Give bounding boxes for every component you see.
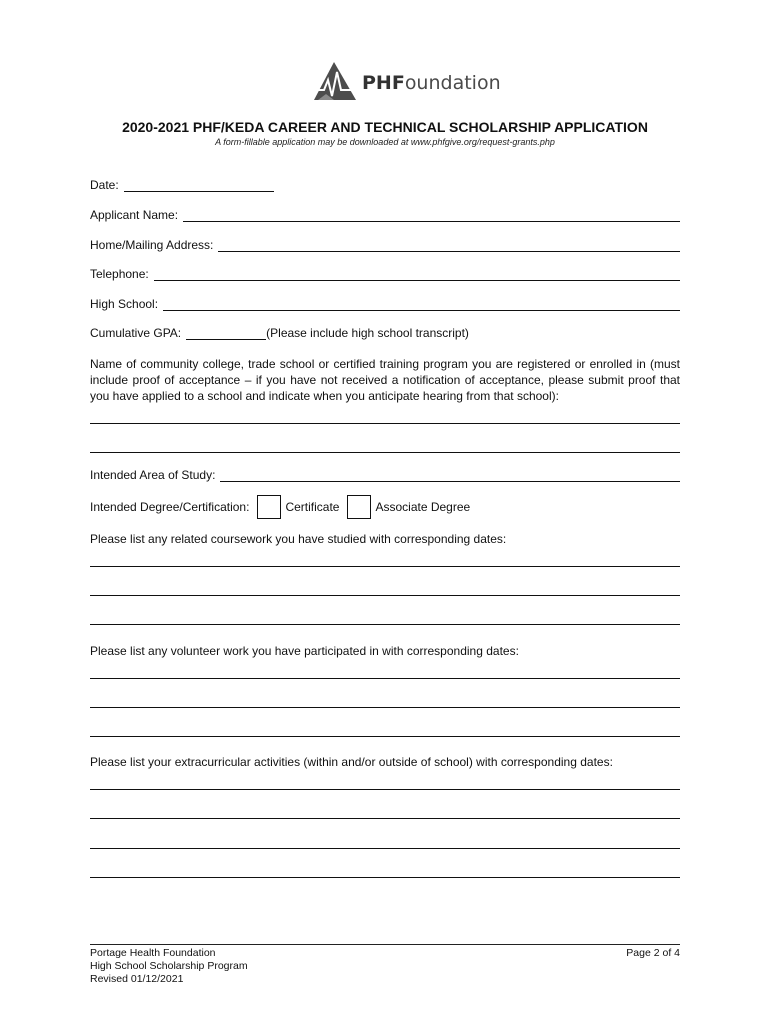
area-of-study-field[interactable] [220, 468, 680, 482]
applicant-name-label: Applicant Name: [90, 208, 179, 222]
volunteer-answer-line[interactable] [90, 678, 680, 679]
logo-text: PHFoundation [362, 72, 501, 94]
applicant-name-field[interactable] [183, 208, 680, 222]
degree-label: Intended Degree/Certification: [90, 500, 250, 514]
volunteer-prompt: Please list any volunteer work you have participated in with corresponding dates: [90, 644, 519, 658]
coursework-answer-line[interactable] [90, 595, 680, 596]
school-paragraph: Name of community college, trade school or certified training program you are registered or enrolled in (must include proof of acceptance – if you have not received a notification of acceptance, please submit proof that you have applied to a school and indicate when you anticipate hearing from that school): [90, 357, 680, 403]
extracurricular-answer-line[interactable] [90, 877, 680, 878]
extracurricular-answer-line[interactable] [90, 789, 680, 790]
certificate-label: Certificate [285, 500, 340, 514]
gpa-field[interactable] [186, 326, 266, 340]
school-answer-line[interactable] [90, 452, 680, 453]
telephone-row [90, 267, 680, 281]
date-field[interactable] [124, 178, 274, 192]
volunteer-answer-line[interactable] [90, 736, 680, 737]
associate-degree-label: Associate Degree [375, 500, 471, 514]
certificate-checkbox[interactable] [257, 495, 281, 519]
footer-org [90, 947, 248, 986]
gpa-row [90, 326, 680, 340]
address-field[interactable] [218, 238, 680, 252]
high-school-label: High School: [90, 297, 159, 311]
footer-line-1: Portage Health Foundation [90, 947, 216, 959]
extracurricular-answer-line[interactable] [90, 848, 680, 849]
date-label: Date: [90, 178, 119, 192]
school-answer-line[interactable] [90, 423, 680, 424]
gpa-label: Cumulative GPA: [90, 326, 182, 340]
applicant-name-row [90, 208, 680, 222]
footer-divider [90, 944, 680, 945]
phf-logo [312, 60, 512, 102]
degree-row [90, 495, 680, 519]
high-school-field[interactable] [163, 297, 680, 311]
volunteer-answer-line[interactable] [90, 707, 680, 708]
area-of-study-row [90, 468, 680, 482]
footer-line-2: High School Scholarship Program [90, 960, 248, 972]
area-of-study-label: Intended Area of Study: [90, 468, 216, 482]
page-title: 2020-2021 PHF/KEDA CAREER AND TECHNICAL SCHOLARSHIP APPLICATION [122, 119, 648, 135]
telephone-label: Telephone: [90, 267, 149, 281]
coursework-answer-line[interactable] [90, 624, 680, 625]
address-row [90, 238, 680, 252]
page-subtitle: A form-fillable application may be downloaded at www.phfgive.org/request-grants.php [215, 137, 555, 147]
high-school-row [90, 297, 680, 311]
associate-degree-checkbox[interactable] [347, 495, 371, 519]
telephone-field[interactable] [154, 267, 680, 281]
page-number: Page 2 of 4 [626, 947, 680, 959]
address-label: Home/Mailing Address: [90, 238, 214, 252]
footer-line-3: Revised 01/12/2021 [90, 973, 184, 985]
coursework-prompt: Please list any related coursework you have studied with corresponding dates: [90, 532, 507, 546]
phf-triangle-logo-icon [312, 60, 358, 102]
extracurricular-prompt: Please list your extracurricular activities (within and/or outside of school) with corresponding dates: [90, 755, 613, 769]
coursework-answer-line[interactable] [90, 566, 680, 567]
gpa-note: (Please include high school transcript) [266, 326, 469, 340]
extracurricular-answer-line[interactable] [90, 818, 680, 819]
date-row [90, 178, 680, 192]
